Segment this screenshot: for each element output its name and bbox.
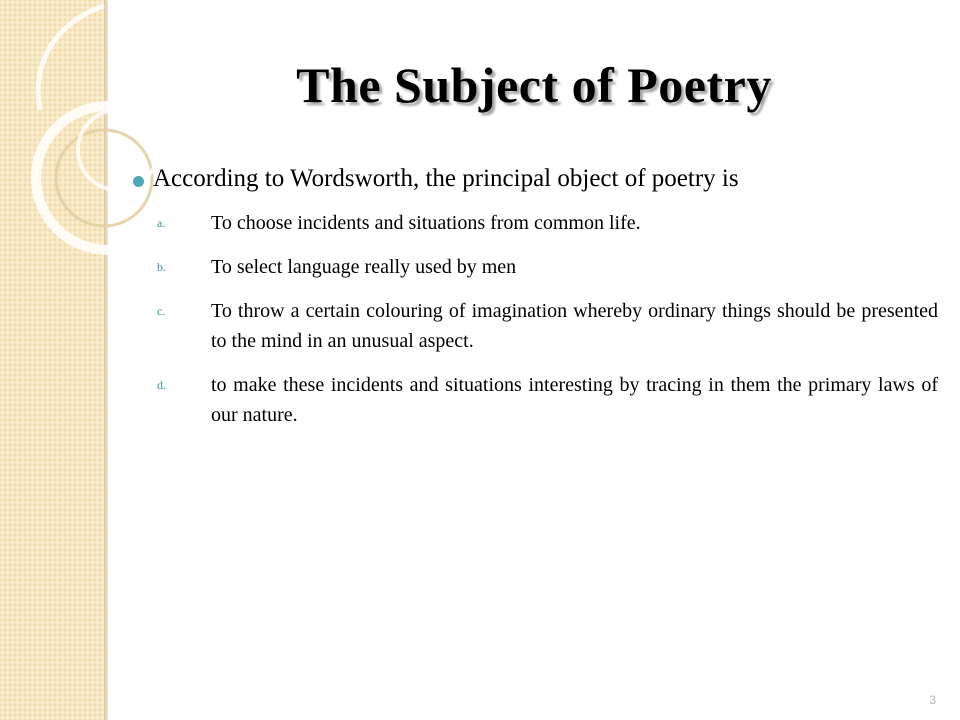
decorative-arc-top bbox=[38, 6, 104, 110]
sub-list-letter: c. bbox=[157, 304, 166, 318]
sub-list-text: To select language really used by men bbox=[211, 256, 517, 278]
sub-list-letter: a. bbox=[157, 216, 166, 230]
slide-title: The Subject of Poetry bbox=[296, 57, 772, 113]
sub-list-text: to make these incidents and situations interesting by tracing in them the primary laws of our nature. bbox=[211, 374, 938, 426]
sub-list bbox=[157, 208, 938, 430]
sub-list-letter: b. bbox=[157, 260, 166, 274]
sub-list-item-b bbox=[157, 252, 938, 282]
sub-list-item-a bbox=[157, 208, 938, 238]
bullet-dot-icon bbox=[133, 176, 144, 187]
sub-list-letter: d. bbox=[157, 378, 166, 392]
bullet-item bbox=[133, 162, 938, 196]
bullet-intro-text: According to Wordsworth, the principal object of poetry is bbox=[153, 165, 739, 192]
sub-list-text: To throw a certain colouring of imagination whereby ordinary things should be presented to the mind in an unusual aspect. bbox=[211, 300, 938, 352]
sub-list-item-d bbox=[157, 370, 938, 430]
sub-list-item-c bbox=[157, 296, 938, 356]
slide-content bbox=[133, 162, 938, 444]
page-number: 3 bbox=[929, 693, 936, 707]
sub-list-text: To choose incidents and situations from common life. bbox=[211, 212, 641, 234]
